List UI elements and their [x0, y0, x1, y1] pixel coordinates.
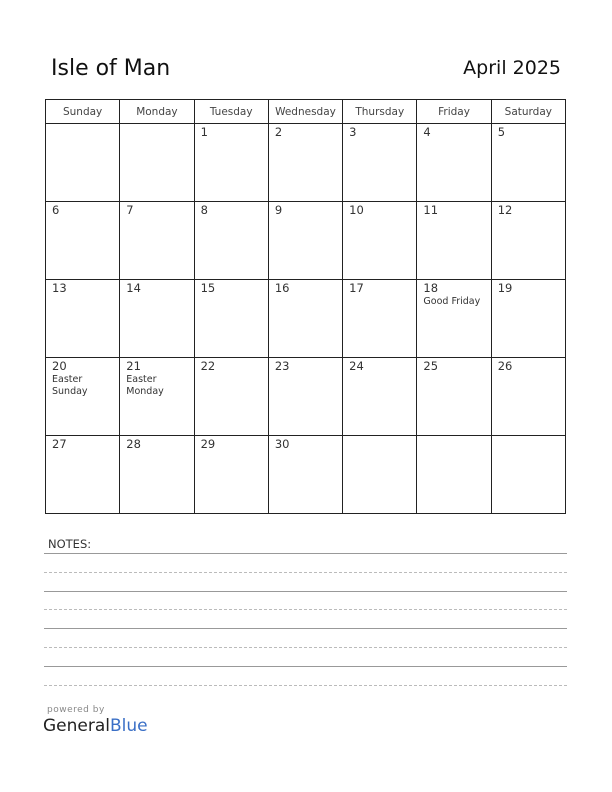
day-number: 12 [497, 203, 513, 217]
day-number: 26 [497, 359, 513, 373]
day-number [492, 436, 565, 438]
notes-line [44, 628, 567, 629]
day-cell [120, 280, 194, 358]
brand-general: General [43, 716, 110, 736]
notes-line [44, 591, 567, 592]
day-cell [417, 358, 491, 436]
weekday-thursday: Thursday [343, 100, 417, 124]
day-cell [120, 358, 194, 436]
day-number: 30 [274, 437, 290, 451]
day-cell [194, 202, 268, 280]
day-number: 28 [126, 437, 141, 451]
day-cell [491, 124, 565, 202]
week-row [46, 436, 566, 514]
day-number [46, 124, 119, 126]
day-cell [417, 202, 491, 280]
day-cell [46, 124, 120, 202]
day-number: 25 [423, 359, 439, 373]
day-cell [46, 436, 120, 514]
month-year: April 2025 [463, 57, 561, 79]
day-number: 29 [200, 437, 216, 451]
day-cell [268, 436, 342, 514]
day-cell [194, 358, 268, 436]
day-number: 5 [497, 125, 506, 139]
day-number: 2 [274, 125, 283, 139]
day-cell [417, 436, 491, 514]
day-cell [268, 358, 342, 436]
day-number: 10 [349, 203, 364, 217]
day-number [343, 436, 416, 438]
day-cell [46, 358, 120, 436]
day-cell [46, 280, 120, 358]
day-number: 11 [423, 203, 439, 217]
day-number: 23 [274, 359, 290, 373]
notes-line [44, 647, 567, 648]
day-cell [120, 124, 194, 202]
weekday-tuesday: Tuesday [194, 100, 268, 124]
powered-by-text: powered by [47, 705, 105, 715]
day-number [417, 436, 490, 438]
day-cell [491, 280, 565, 358]
day-number: 3 [349, 125, 357, 139]
holiday-label: Good Friday [423, 296, 481, 307]
brand-blue: Blue [110, 716, 148, 736]
day-cell [46, 202, 120, 280]
day-number: 27 [52, 437, 67, 451]
week-row [46, 280, 566, 358]
day-cell [343, 202, 417, 280]
generalblue-logo[interactable] [43, 716, 148, 736]
day-number: 21 [126, 359, 141, 373]
day-number [120, 124, 193, 126]
day-number: 24 [349, 359, 364, 373]
day-number: 19 [497, 281, 513, 295]
day-number: 15 [200, 281, 216, 295]
weekday-friday: Friday [417, 100, 491, 124]
day-cell [417, 124, 491, 202]
day-number: 8 [200, 203, 208, 217]
day-number: 13 [52, 281, 67, 295]
day-cell [194, 124, 268, 202]
day-cell [491, 358, 565, 436]
page-title: Isle of Man [51, 56, 171, 81]
notes-line [44, 572, 567, 573]
day-number: 1 [200, 125, 208, 139]
day-cell [343, 436, 417, 514]
notes-line [44, 553, 567, 554]
week-row [46, 358, 566, 436]
day-cell [194, 436, 268, 514]
weekday-saturday: Saturday [491, 100, 565, 124]
day-number: 4 [423, 125, 431, 139]
day-cell [194, 280, 268, 358]
day-number: 16 [274, 281, 290, 295]
weekday-wednesday: Wednesday [268, 100, 342, 124]
day-cell [343, 124, 417, 202]
day-number: 9 [274, 203, 283, 217]
day-cell [268, 280, 342, 358]
notes-line [44, 609, 567, 610]
calendar-grid [45, 99, 566, 514]
weekday-sunday: Sunday [46, 100, 120, 124]
day-number: 7 [126, 203, 134, 217]
day-cell [417, 280, 491, 358]
week-row [46, 202, 566, 280]
day-number: 18 [423, 281, 439, 295]
day-cell [491, 436, 565, 514]
weekday-header-row [46, 100, 566, 124]
weekday-monday: Monday [120, 100, 194, 124]
week-row [46, 124, 566, 202]
day-number: 22 [200, 359, 216, 373]
day-cell [120, 436, 194, 514]
day-number: 17 [349, 281, 364, 295]
day-cell [268, 124, 342, 202]
day-cell [491, 202, 565, 280]
notes-line [44, 685, 567, 686]
holiday-label: Easter Sunday [52, 374, 88, 397]
day-cell [120, 202, 194, 280]
day-number: 20 [52, 359, 67, 373]
notes-line [44, 666, 567, 667]
day-cell [268, 202, 342, 280]
day-number: 6 [52, 203, 60, 217]
day-cell [343, 280, 417, 358]
holiday-label: Easter Monday [126, 374, 164, 397]
notes-label: NOTES: [48, 537, 92, 551]
day-cell [343, 358, 417, 436]
day-number: 14 [126, 281, 141, 295]
